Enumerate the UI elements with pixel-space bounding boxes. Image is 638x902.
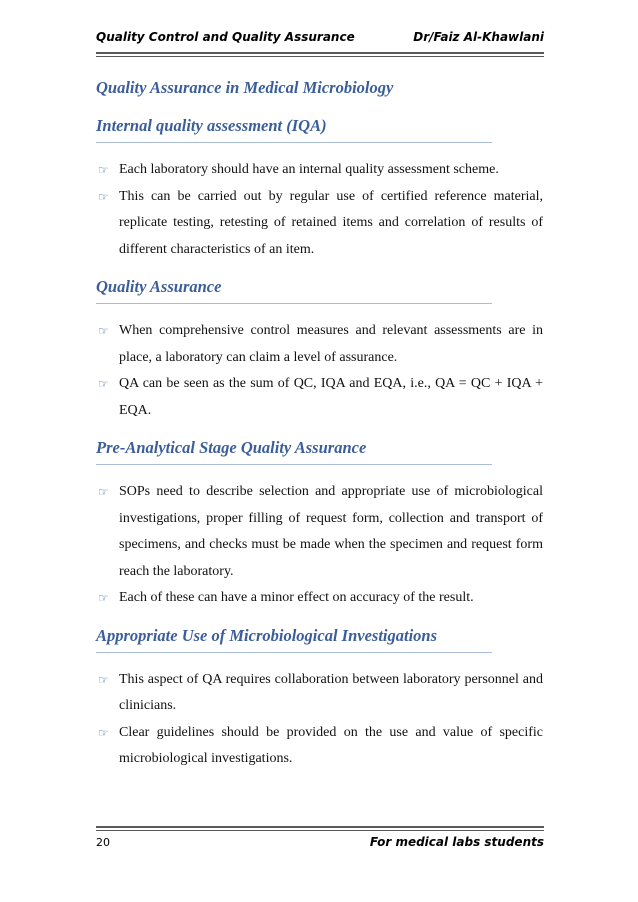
section-heading: Appropriate Use of Microbiological Investigations (96, 626, 492, 653)
footer-audience: For medical labs students (369, 835, 544, 849)
list-item-text: When comprehensive control measures and relevant assessments are in place, a laboratory can claim a level of assurance. (119, 323, 543, 365)
list-item-text: QA can be seen as the sum of QC, IQA and EQA, i.e., QA = QC + IQA + EQA. (119, 376, 543, 418)
list-item (96, 318, 543, 371)
pointing-hand-icon: ☞ (98, 189, 109, 204)
section-heading: Internal quality assessment (IQA) (96, 116, 492, 143)
page-content (96, 78, 543, 777)
list-item (96, 157, 543, 184)
section-heading: Pre-Analytical Stage Quality Assurance (96, 438, 492, 465)
pointing-hand-icon: ☞ (98, 485, 109, 499)
list-item (96, 720, 543, 773)
list-item-text: This aspect of QA requires collaboration between laboratory personnel and clinicians. (119, 671, 543, 713)
bullet-list (96, 157, 543, 263)
list-item (96, 184, 543, 264)
footer-rule-thin (96, 830, 544, 831)
list-item (96, 371, 543, 424)
list-item-text: SOPs need to describe selection and appropriate use of microbiological investigations, proper filling of request form, collection and transport of specimens, and checks must be made when the specimen and request form reach the laboratory. (119, 484, 543, 579)
list-item-text: Each laboratory should have an internal quality assessment scheme. (119, 162, 499, 177)
header-rule-thin (96, 56, 544, 57)
pointing-hand-icon: ☞ (98, 725, 109, 740)
section-heading: Quality Assurance (96, 277, 492, 304)
list-item-text: Clear guidelines should be provided on the use and value of specific microbiological investigations. (119, 724, 543, 766)
section-appropriate-use (96, 626, 543, 773)
list-item (96, 667, 543, 720)
bullet-list (96, 318, 543, 424)
pointing-hand-icon: ☞ (98, 672, 109, 687)
header-course-title: Quality Control and Quality Assurance (96, 30, 355, 44)
page-footer (96, 826, 544, 854)
list-item-text: Each of these can have a minor effect on accuracy of the result. (119, 590, 474, 605)
page-title: Quality Assurance in Medical Microbiology (96, 78, 394, 97)
bullet-list (96, 479, 543, 612)
list-item-text: This can be carried out by regular use of certified reference material, replicate testing, retesting of retained items and correlation of results of different characteristics of an item. (119, 188, 543, 257)
section-pre-analytical (96, 438, 543, 612)
list-item (96, 479, 543, 585)
section-quality-assurance (96, 277, 543, 424)
section-iqa (96, 116, 543, 263)
pointing-hand-icon: ☞ (98, 591, 109, 605)
header-rule (96, 52, 544, 54)
header-author: Dr/Faiz Al-Khawlani (413, 30, 544, 44)
footer-rule (96, 826, 544, 828)
pointing-hand-icon: ☞ (98, 377, 109, 391)
bullet-list (96, 667, 543, 773)
pointing-hand-icon: ☞ (98, 324, 109, 338)
page-number: 20 (96, 836, 110, 849)
pointing-hand-icon: ☞ (98, 163, 109, 177)
list-item (96, 585, 543, 612)
page-header (96, 30, 544, 60)
